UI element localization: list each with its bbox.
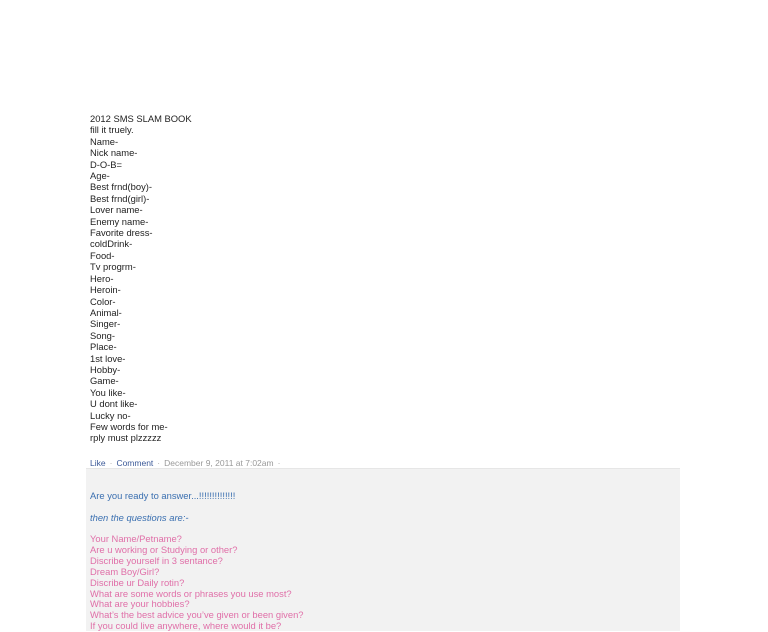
post-line: Singer- bbox=[90, 318, 121, 330]
post-line: Best frnd(girl)- bbox=[90, 192, 150, 204]
post-line: D-O-B= bbox=[90, 158, 123, 170]
separator: · bbox=[157, 458, 161, 468]
post-line: Name- bbox=[90, 135, 119, 147]
question-item: Discribe yourself in 3 sentance? bbox=[90, 554, 223, 566]
separator: · bbox=[277, 458, 281, 468]
post-line: Color- bbox=[90, 295, 116, 307]
question-item: If you could live anywhere, where would it be? bbox=[90, 620, 282, 632]
question-item: Your Name/Petname? bbox=[90, 533, 182, 544]
post-line: Age- bbox=[90, 170, 110, 182]
post-line: Hero- bbox=[90, 272, 114, 284]
post-line: Favorite dress- bbox=[90, 227, 153, 239]
question-list bbox=[90, 534, 304, 632]
post-line: Heroin- bbox=[90, 284, 121, 296]
post-line: Enemy name- bbox=[90, 215, 149, 227]
post-line: Hobby- bbox=[90, 363, 121, 375]
question-item: Dream Boy/Girl? bbox=[90, 565, 160, 577]
post-line: Animal- bbox=[90, 306, 122, 318]
separator: · bbox=[109, 458, 113, 468]
post-line: Tv progrm- bbox=[90, 261, 136, 273]
question-item: Are u working or Studying or other? bbox=[90, 543, 238, 555]
post-body bbox=[90, 113, 192, 444]
like-link[interactable]: Like bbox=[90, 458, 106, 468]
post-line: You like- bbox=[90, 386, 126, 398]
post-title: 2012 SMS SLAM BOOK bbox=[90, 113, 192, 124]
post-line: Song- bbox=[90, 329, 116, 341]
comment-intro: Are you ready to answer...!!!!!!!!!!!!!! bbox=[90, 490, 236, 501]
comment-panel bbox=[86, 468, 680, 631]
post-line: Few words for me- bbox=[90, 420, 168, 432]
post-line: fill it truely. bbox=[90, 124, 134, 136]
comment-lead: then the questions are:- bbox=[90, 512, 189, 523]
post-line: Lucky no- bbox=[90, 409, 131, 421]
post-line: coldDrink- bbox=[90, 238, 133, 250]
post-line: rply must plzzzzz bbox=[90, 432, 162, 444]
post-actions bbox=[90, 458, 284, 468]
question-item: What are your hobbies? bbox=[90, 598, 190, 610]
post-line: Game- bbox=[90, 375, 119, 387]
question-item: What are some words or phrases you use most? bbox=[90, 587, 292, 599]
question-item: Discribe ur Daily rotin? bbox=[90, 576, 185, 588]
post-line: Best frnd(boy)- bbox=[90, 181, 152, 193]
question-item: What’s the best advice you’ve given or been given? bbox=[90, 609, 304, 621]
post-line: 1st love- bbox=[90, 352, 126, 364]
post-line: Place- bbox=[90, 341, 117, 353]
post-line: Lover name- bbox=[90, 204, 143, 216]
comment-link[interactable]: Comment bbox=[116, 458, 154, 468]
post-line: Nick name- bbox=[90, 147, 138, 159]
post-line: U dont like- bbox=[90, 398, 138, 410]
timestamp: December 9, 2011 at 7:02am bbox=[164, 458, 274, 468]
post-line: Food- bbox=[90, 249, 115, 261]
